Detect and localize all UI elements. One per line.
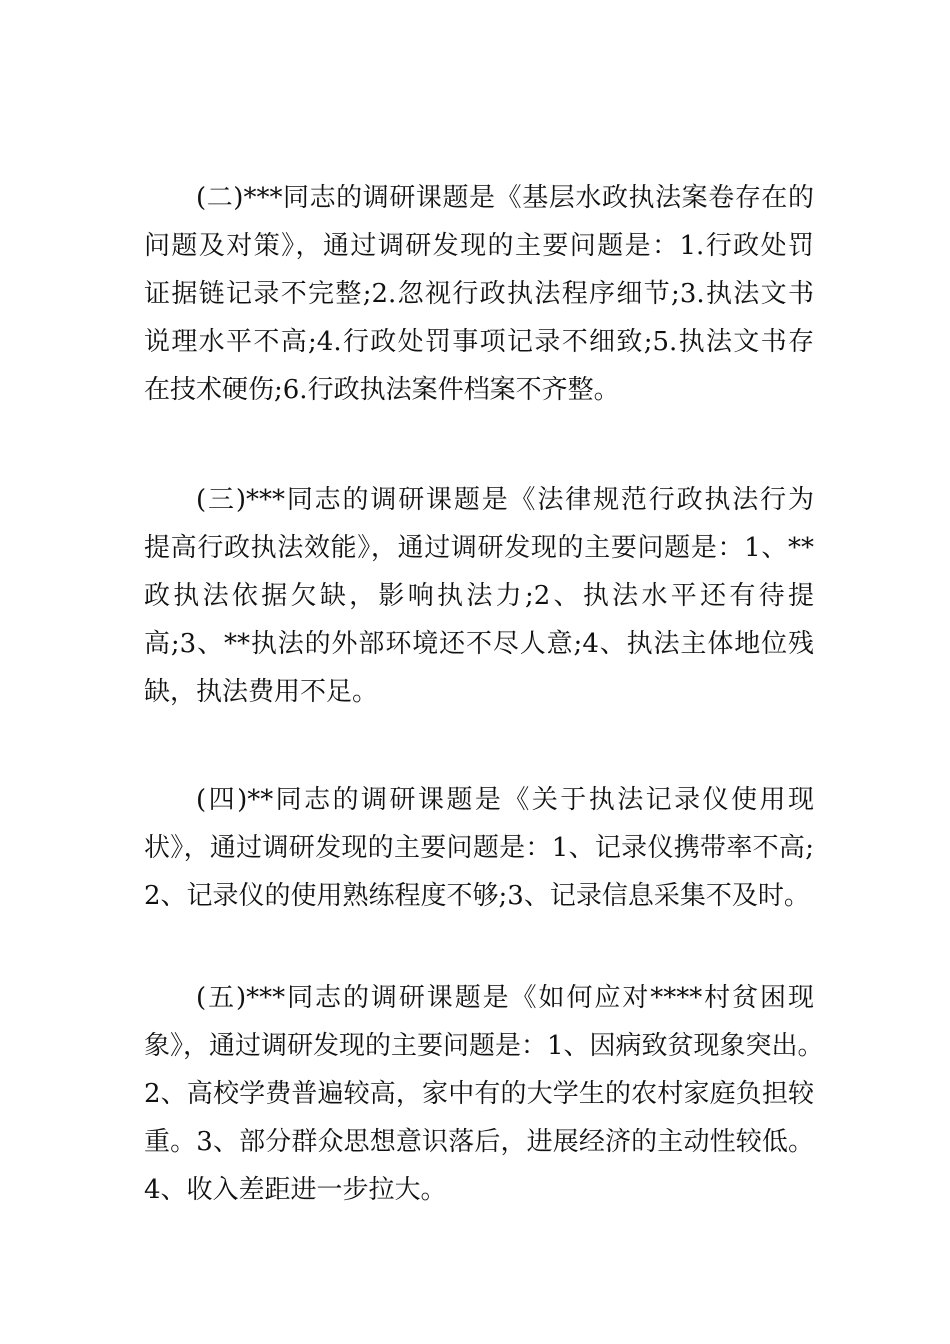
paragraph-line: 象》，通过调研发现的主要问题是：1、因病致贫现象突出。: [144, 1031, 824, 1061]
paragraph-line: 政执法依据欠缺，影响执法力;2、执法水平还有待提: [144, 581, 814, 611]
paragraph-line: 重。3、部分群众思想意识落后，进展经济的主动性较低。: [144, 1127, 814, 1157]
paragraph-line: (五)***同志的调研课题是《如何应对****村贫困现: [196, 983, 814, 1013]
paragraph-3: [144, 476, 814, 716]
paragraph-line: 在技术硬伤;6.行政执法案件档案不齐整。: [144, 375, 620, 405]
paragraph-line: 2、记录仪的使用熟练程度不够;3、记录信息采集不及时。: [144, 881, 810, 911]
paragraph-line: 证据链记录不完整;2.忽视行政执法程序细节;3.执法文书: [144, 279, 814, 309]
paragraph-line: (四)**同志的调研课题是《关于执法记录仪使用现: [196, 785, 814, 815]
paragraph-line: (三)***同志的调研课题是《法律规范行政执法行为: [196, 485, 814, 515]
paragraph-line: 状》，通过调研发现的主要问题是：1、记录仪携带率不高;: [144, 833, 814, 863]
paragraph-line: 问题及对策》，通过调研发现的主要问题是：1.行政处罚: [144, 231, 814, 261]
paragraph-2: [144, 174, 814, 414]
paragraph-line: 高;3、**执法的外部环境还不尽人意;4、执法主体地位残: [144, 629, 814, 659]
paragraph-line: 说理水平不高;4.行政处罚事项记录不细致;5.执法文书存: [144, 327, 814, 357]
paragraph-line: 4、收入差距进一步拉大。: [144, 1175, 447, 1205]
paragraph-line: (二)***同志的调研课题是《基层水政执法案卷存在的: [196, 183, 814, 213]
paragraph-line: 缺，执法费用不足。: [144, 677, 379, 707]
paragraph-line: 提高行政执法效能》，通过调研发现的主要问题是：1、**: [144, 533, 814, 563]
paragraph-4: [144, 776, 814, 920]
paragraph-5: [144, 974, 824, 1214]
paragraph-line: 2、高校学费普遍较高，家中有的大学生的农村家庭负担较: [144, 1079, 814, 1109]
